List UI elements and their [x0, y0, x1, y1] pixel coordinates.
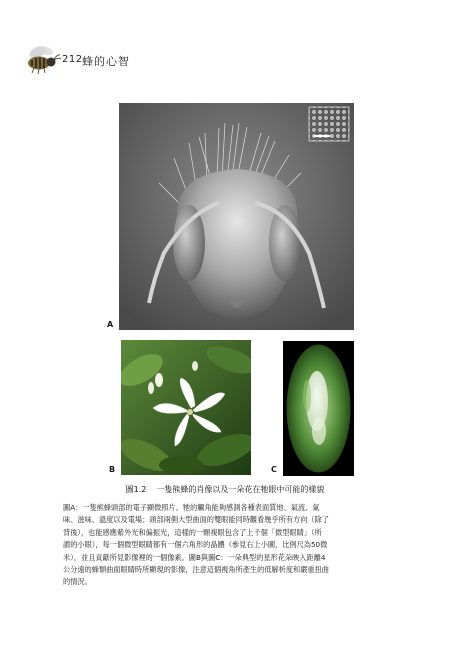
- figure-description: [63, 502, 401, 589]
- description-line: 的情況。: [63, 577, 92, 587]
- figure-label-b: B: [109, 465, 116, 474]
- description-line: 米），並且貢獻所見影像裡的一個像素。圖B與圖C：一朵典型的星形花朵映入距離4: [63, 552, 326, 562]
- description-line: 背後），也能感應紫外光和偏振光，這樣的一顆複眼包含了上千個「微型眼睛」（所: [63, 527, 322, 537]
- figure-number: 圖1.2: [125, 485, 147, 494]
- figure-label-c: C: [271, 465, 277, 474]
- figure-caption: [0, 484, 450, 495]
- description-line: 公分遠的蜂類曲面眼睛時所顯現的影像，注意這個視角所產生的低解析度和嚴重扭曲: [63, 565, 329, 575]
- figure-a-bee-head-micrograph: [119, 103, 354, 330]
- description-line: 味、滋味、溫度以及電場；頭部兩側大型曲面的雙眼能同時觀看幾乎所有方向（除了: [63, 515, 329, 525]
- figure-b-flower-photo: [121, 340, 251, 475]
- bee-icon: [24, 42, 62, 76]
- description-line: 圖A：一隻熊蜂頭部的電子顯微照片。牠的觸角能夠感測各種表面質地、氣流、氣: [63, 503, 320, 512]
- figure-c-bee-eye-view: [283, 341, 354, 476]
- running-header: [24, 42, 164, 76]
- page-number: 212: [62, 54, 83, 65]
- figure-caption-text: 一隻熊蜂的肖像以及一朵花在牠眼中可能的樣貌: [156, 485, 325, 494]
- description-line: 謂的小眼），每一個微型眼睛都有一個六角形的晶體（參見右上小圖，比例尺為50微: [63, 540, 328, 550]
- book-title: 蜂的心智: [82, 55, 130, 68]
- figure-label-a: A: [107, 320, 114, 329]
